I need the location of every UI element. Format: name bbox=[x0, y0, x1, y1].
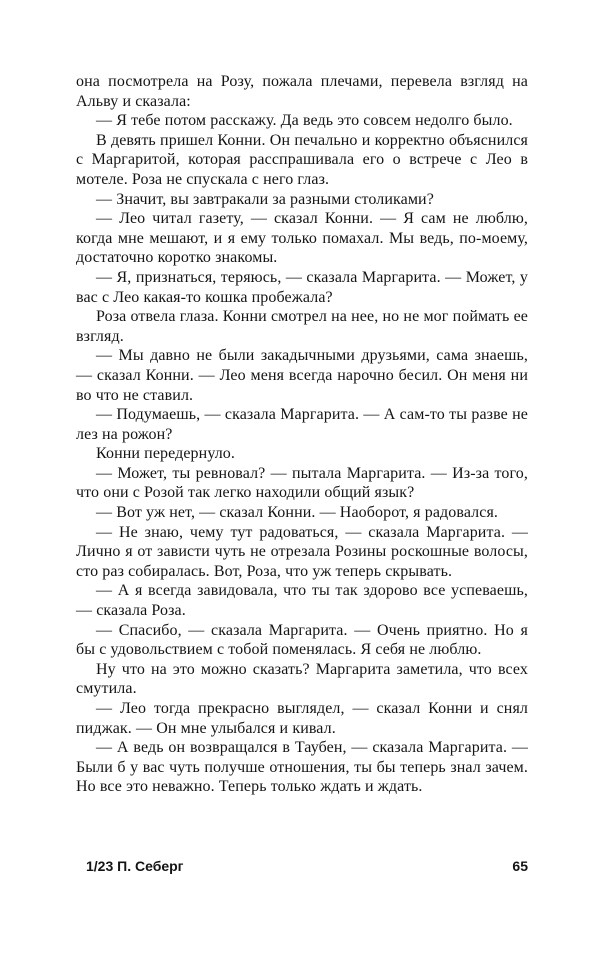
paragraph: Роза отвела глаза. Конни смотрел на нее, но не мог поймать ее взгляд. bbox=[76, 308, 528, 345]
paragraph: — Я, признаться, теряюсь, — сказала Маргарита. — Может, у вас с Лео какая-то кошка пробежала? bbox=[76, 268, 528, 306]
paragraph: — Я тебе потом расскажу. Да ведь это совсем недолго было. bbox=[96, 112, 513, 130]
page-body-text bbox=[76, 72, 528, 797]
paragraph: Конни передернуло. bbox=[96, 445, 236, 463]
page-number: 65 bbox=[512, 858, 528, 874]
paragraph: — Не знаю, чему тут радоваться, — сказала Маргарита. — Лично я от зависти чуть не отрезала Розины роскошные волосы, сто раз собиралась. Вот, Роза, что уж теперь скрывать. bbox=[76, 523, 528, 580]
paragraph: — Лео читал газету, — сказал Конни. — Я сам не люблю, когда мне мешают, и я ему только помахал. Мы ведь, по-моему, достаточно коротко знакомы. bbox=[76, 210, 528, 267]
paragraph: — Значит, вы завтракали за разными столиками? bbox=[96, 190, 434, 208]
paragraph: — Лео тогда прекрасно выглядел, — сказал Конни и снял пиджак. — Он мне улыбался и кивал. bbox=[76, 700, 528, 737]
paragraph: — Мы давно не были закадычными друзьями, сама знаешь, — сказал Конни. — Лео меня всегда нарочно бесил. Он меня ни во что не ставил. bbox=[76, 347, 528, 404]
paragraph: Ну что на это можно сказать? Маргарита заметила, что всех смутила. bbox=[76, 660, 528, 698]
page-footer bbox=[86, 858, 528, 880]
paragraph: — Подумаешь, — сказала Маргарита. — А сам-то ты разве не лез на рожон? bbox=[76, 406, 528, 443]
paragraph: она посмотрела на Розу, пожала плечами, перевела взгляд на Альву и сказала: bbox=[76, 73, 528, 110]
paragraph: — А ведь он возвращался в Таубен, — сказала Маргарита. — Были б у вас чуть получше отношения, ты бы теперь знал зачем. Но все это неважно. Теперь только ждать и ждать. bbox=[76, 739, 528, 796]
paragraph: — Вот уж нет, — сказал Конни. — Наоборот, я радовался. bbox=[96, 504, 499, 522]
paragraph: — Спасибо, — сказала Маргарита. — Очень приятно. Но я бы с удовольствием с тобой поменялась. Я себя не люблю. bbox=[76, 621, 528, 659]
printer-signature: 1/23 П. Себерг bbox=[86, 858, 184, 874]
paragraph: — Может, ты ревновал? — пытала Маргарита. — Из-за того, что они с Розой так легко находили общий язык? bbox=[76, 464, 528, 502]
paragraph: — А я всегда завидовала, что ты так здорово все успеваешь, — сказала Роза. bbox=[76, 582, 528, 620]
paragraph: В девять пришел Конни. Он печально и корректно объяснился с Маргаритой, которая расспрашивала его о встрече с Лео в мотеле. Роза не спускала с него глаз. bbox=[76, 131, 528, 188]
